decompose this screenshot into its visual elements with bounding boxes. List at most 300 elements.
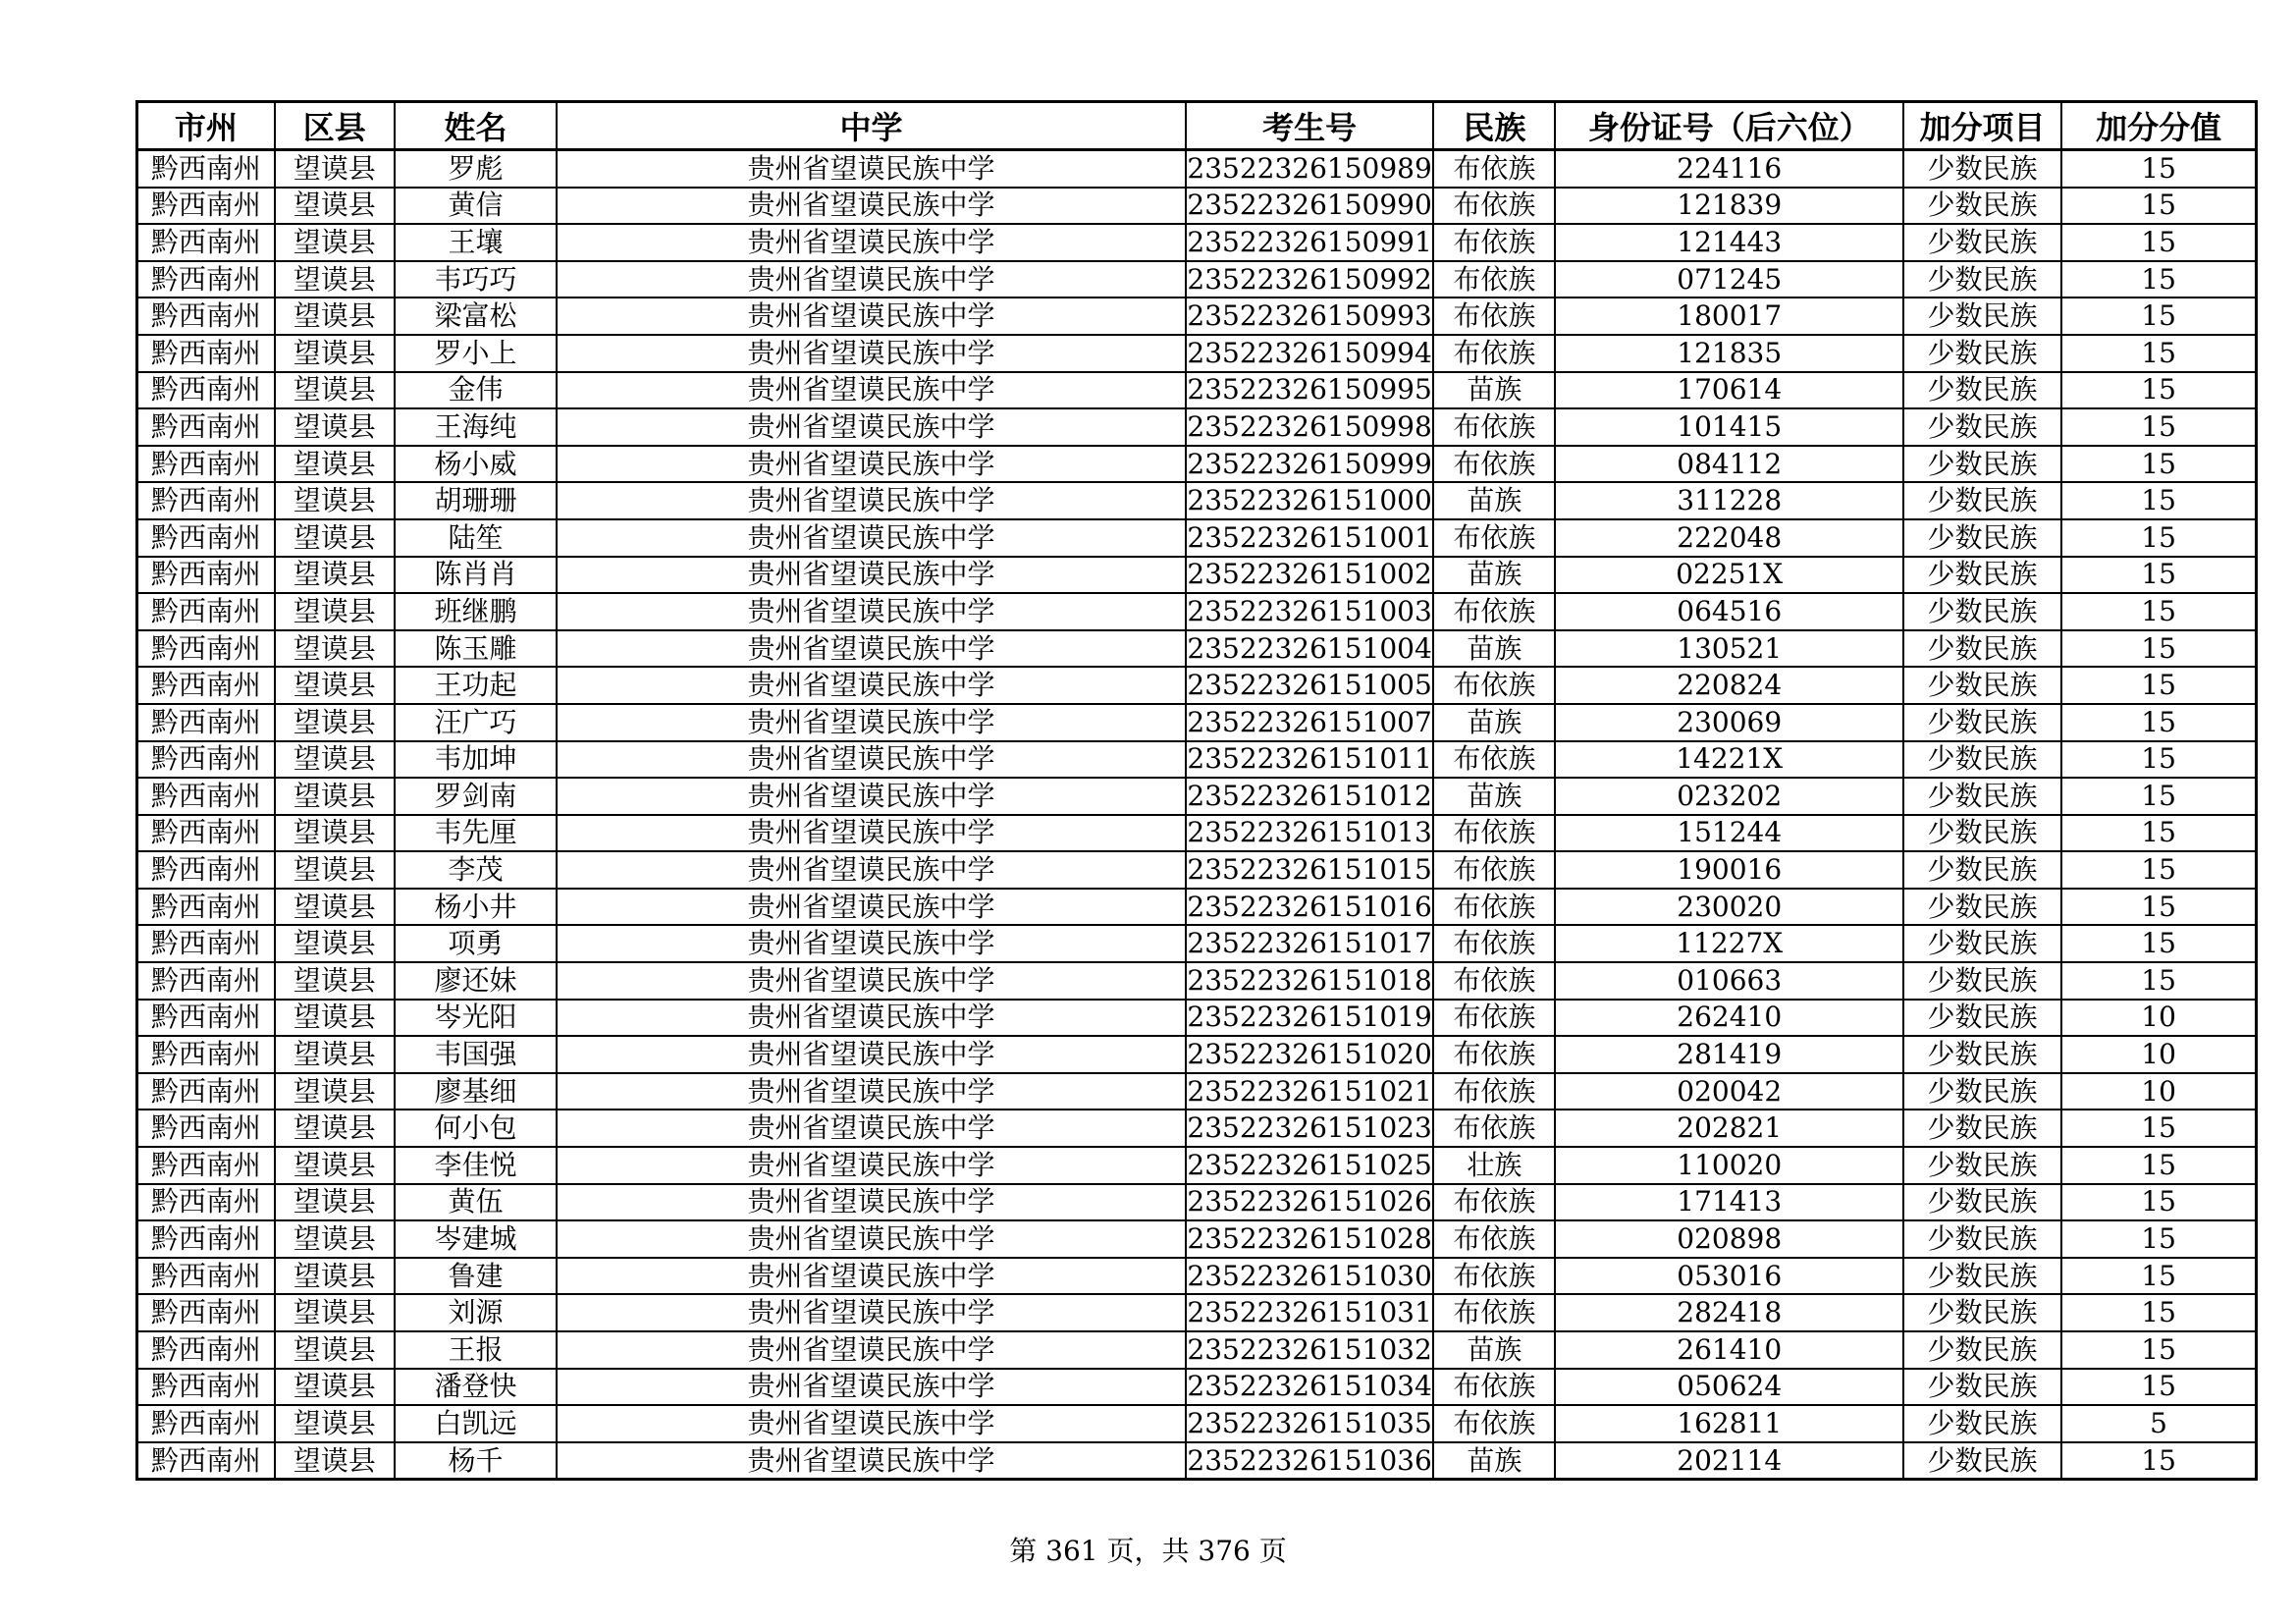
cell-exam-number: 23522326150989 [1186,150,1433,188]
cell-id-last-six: 101415 [1555,408,1902,446]
cell-county: 望谟县 [275,851,395,889]
table-row [137,1110,2257,1147]
cell-name: 白凯远 [395,1405,557,1442]
cell-county: 望谟县 [275,593,395,630]
cell-id-last-six: 261410 [1555,1331,1902,1369]
cell-bonus-item: 少数民族 [1903,188,2061,225]
cell-id-last-six: 220824 [1555,667,1902,704]
cell-exam-number: 23522326151003 [1186,593,1433,630]
cell-exam-number: 23522326150991 [1186,224,1433,261]
cell-bonus-value: 15 [2061,261,2256,298]
cell-id-last-six: 110020 [1555,1147,1902,1184]
cell-bonus-value: 10 [2061,1036,2256,1073]
table-row [137,298,2257,335]
cell-bonus-item: 少数民族 [1903,778,2061,815]
cell-city: 黔西南州 [137,815,275,852]
cell-exam-number: 23522326151013 [1186,815,1433,852]
cell-ethnicity: 布依族 [1433,667,1555,704]
cell-bonus-value: 15 [2061,557,2256,594]
cell-city: 黔西南州 [137,1147,275,1184]
cell-county: 望谟县 [275,1036,395,1073]
cell-county: 望谟县 [275,1147,395,1184]
cell-school: 贵州省望谟民族中学 [557,1294,1186,1331]
cell-id-last-six: 050624 [1555,1369,1902,1406]
cell-school: 贵州省望谟民族中学 [557,1000,1186,1037]
cell-school: 贵州省望谟民族中学 [557,1442,1186,1480]
cell-id-last-six: 282418 [1555,1294,1902,1331]
cell-school: 贵州省望谟民族中学 [557,261,1186,298]
cell-id-last-six: 020898 [1555,1220,1902,1258]
cell-school: 贵州省望谟民族中学 [557,851,1186,889]
cell-county: 望谟县 [275,372,395,409]
cell-id-last-six: 121443 [1555,224,1902,261]
cell-school: 贵州省望谟民族中学 [557,1258,1186,1295]
table-row [137,925,2257,962]
cell-name: 金伟 [395,372,557,409]
cell-city: 黔西南州 [137,1184,275,1221]
table-row [137,261,2257,298]
cell-school: 贵州省望谟民族中学 [557,704,1186,741]
table-row [137,482,2257,519]
cell-bonus-value: 10 [2061,1000,2256,1037]
cell-school: 贵州省望谟民族中学 [557,557,1186,594]
table-row [137,1369,2257,1406]
cell-name: 岑光阳 [395,1000,557,1037]
cell-city: 黔西南州 [137,1294,275,1331]
cell-name: 杨小井 [395,889,557,926]
cell-ethnicity: 布依族 [1433,851,1555,889]
cell-city: 黔西南州 [137,1442,275,1480]
cell-county: 望谟县 [275,778,395,815]
cell-name: 陈玉雕 [395,630,557,668]
cell-name: 罗小上 [395,335,557,372]
cell-school: 贵州省望谟民族中学 [557,446,1186,483]
cell-id-last-six: 222048 [1555,519,1902,557]
cell-county: 望谟县 [275,1369,395,1406]
cell-city: 黔西南州 [137,372,275,409]
cell-name: 韦国强 [395,1036,557,1073]
cell-exam-number: 23522326150994 [1186,335,1433,372]
cell-bonus-item: 少数民族 [1903,889,2061,926]
cell-exam-number: 23522326151012 [1186,778,1433,815]
table-row [137,335,2257,372]
cell-ethnicity: 布依族 [1433,1000,1555,1037]
cell-bonus-value: 15 [2061,150,2256,188]
cell-bonus-item: 少数民族 [1903,519,2061,557]
cell-bonus-value: 15 [2061,889,2256,926]
cell-bonus-value: 5 [2061,1405,2256,1442]
cell-bonus-value: 15 [2061,224,2256,261]
cell-bonus-value: 15 [2061,1258,2256,1295]
cell-county: 望谟县 [275,1073,395,1110]
header-school: 中学 [557,102,1186,150]
cell-county: 望谟县 [275,741,395,779]
cell-city: 黔西南州 [137,224,275,261]
table-row [137,446,2257,483]
cell-name: 鲁建 [395,1258,557,1295]
cell-county: 望谟县 [275,1442,395,1480]
cell-exam-number: 23522326150995 [1186,372,1433,409]
table-row [137,1000,2257,1037]
header-bonus-item: 加分项目 [1903,102,2061,150]
cell-bonus-item: 少数民族 [1903,335,2061,372]
cell-bonus-item: 少数民族 [1903,815,2061,852]
cell-city: 黔西南州 [137,851,275,889]
cell-bonus-value: 15 [2061,778,2256,815]
cell-exam-number: 23522326151026 [1186,1184,1433,1221]
cell-exam-number: 23522326151004 [1186,630,1433,668]
cell-ethnicity: 布依族 [1433,925,1555,962]
cell-county: 望谟县 [275,224,395,261]
cell-county: 望谟县 [275,1405,395,1442]
table-row [137,1258,2257,1295]
cell-bonus-item: 少数民族 [1903,925,2061,962]
cell-id-last-six: 311228 [1555,482,1902,519]
table-row [137,778,2257,815]
cell-bonus-item: 少数民族 [1903,851,2061,889]
cell-county: 望谟县 [275,1331,395,1369]
cell-bonus-value: 15 [2061,1147,2256,1184]
cell-bonus-value: 15 [2061,1110,2256,1147]
cell-id-last-six: 262410 [1555,1000,1902,1037]
cell-id-last-six: 281419 [1555,1036,1902,1073]
cell-ethnicity: 布依族 [1433,889,1555,926]
cell-ethnicity: 布依族 [1433,1369,1555,1406]
cell-city: 黔西南州 [137,408,275,446]
cell-exam-number: 23522326151007 [1186,704,1433,741]
cell-school: 贵州省望谟民族中学 [557,1110,1186,1147]
cell-county: 望谟县 [275,889,395,926]
cell-city: 黔西南州 [137,519,275,557]
cell-school: 贵州省望谟民族中学 [557,962,1186,1000]
cell-bonus-item: 少数民族 [1903,593,2061,630]
cell-name: 韦巧巧 [395,261,557,298]
cell-exam-number: 23522326150998 [1186,408,1433,446]
table-header [137,102,2257,150]
cell-ethnicity: 布依族 [1433,261,1555,298]
cell-exam-number: 23522326151023 [1186,1110,1433,1147]
cell-ethnicity: 布依族 [1433,1184,1555,1221]
cell-bonus-value: 15 [2061,519,2256,557]
cell-id-last-six: 053016 [1555,1258,1902,1295]
header-ethnicity: 民族 [1433,102,1555,150]
cell-ethnicity: 布依族 [1433,224,1555,261]
cell-city: 黔西南州 [137,889,275,926]
cell-exam-number: 23522326151036 [1186,1442,1433,1480]
cell-name: 韦加坤 [395,741,557,779]
table-row [137,224,2257,261]
cell-county: 望谟县 [275,557,395,594]
cell-bonus-value: 15 [2061,1294,2256,1331]
cell-bonus-value: 15 [2061,335,2256,372]
cell-exam-number: 23522326151031 [1186,1294,1433,1331]
header-row [137,102,2257,150]
cell-name: 杨小威 [395,446,557,483]
cell-id-last-six: 121835 [1555,335,1902,372]
cell-name: 汪广巧 [395,704,557,741]
header-id-last-six: 身份证号（后六位） [1555,102,1902,150]
cell-bonus-item: 少数民族 [1903,1405,2061,1442]
cell-id-last-six: 084112 [1555,446,1902,483]
cell-ethnicity: 苗族 [1433,1331,1555,1369]
table-row [137,1442,2257,1480]
cell-school: 贵州省望谟民族中学 [557,630,1186,668]
cell-city: 黔西南州 [137,188,275,225]
cell-bonus-value: 15 [2061,962,2256,1000]
cell-city: 黔西南州 [137,482,275,519]
cell-bonus-value: 15 [2061,1184,2256,1221]
cell-county: 望谟县 [275,1294,395,1331]
cell-county: 望谟县 [275,1184,395,1221]
cell-name: 罗剑南 [395,778,557,815]
cell-bonus-value: 15 [2061,408,2256,446]
cell-school: 贵州省望谟民族中学 [557,778,1186,815]
cell-ethnicity: 布依族 [1433,408,1555,446]
cell-county: 望谟县 [275,482,395,519]
cell-exam-number: 23522326151018 [1186,962,1433,1000]
cell-bonus-item: 少数民族 [1903,1331,2061,1369]
cell-name: 黄伍 [395,1184,557,1221]
cell-county: 望谟县 [275,298,395,335]
cell-city: 黔西南州 [137,261,275,298]
cell-school: 贵州省望谟民族中学 [557,667,1186,704]
cell-id-last-six: 171413 [1555,1184,1902,1221]
cell-city: 黔西南州 [137,557,275,594]
cell-ethnicity: 苗族 [1433,482,1555,519]
cell-id-last-six: 020042 [1555,1073,1902,1110]
header-name: 姓名 [395,102,557,150]
cell-school: 贵州省望谟民族中学 [557,925,1186,962]
cell-city: 黔西南州 [137,593,275,630]
cell-bonus-value: 15 [2061,630,2256,668]
cell-county: 望谟县 [275,261,395,298]
cell-id-last-six: 121839 [1555,188,1902,225]
cell-county: 望谟县 [275,1220,395,1258]
cell-school: 贵州省望谟民族中学 [557,188,1186,225]
table-row [137,1147,2257,1184]
cell-county: 望谟县 [275,630,395,668]
cell-ethnicity: 布依族 [1433,150,1555,188]
cell-city: 黔西南州 [137,1036,275,1073]
cell-bonus-item: 少数民族 [1903,557,2061,594]
cell-bonus-item: 少数民族 [1903,704,2061,741]
bonus-points-table [135,100,2258,1481]
cell-id-last-six: 010663 [1555,962,1902,1000]
cell-ethnicity: 布依族 [1433,1405,1555,1442]
table-row [137,372,2257,409]
cell-bonus-value: 15 [2061,1369,2256,1406]
cell-city: 黔西南州 [137,1258,275,1295]
cell-bonus-item: 少数民族 [1903,446,2061,483]
cell-bonus-item: 少数民族 [1903,1184,2061,1221]
cell-bonus-value: 15 [2061,925,2256,962]
table-row [137,408,2257,446]
cell-ethnicity: 苗族 [1433,372,1555,409]
cell-city: 黔西南州 [137,335,275,372]
cell-city: 黔西南州 [137,778,275,815]
table-row [137,704,2257,741]
cell-name: 廖基细 [395,1073,557,1110]
cell-bonus-item: 少数民族 [1903,372,2061,409]
cell-county: 望谟县 [275,446,395,483]
table-row [137,1294,2257,1331]
table-row [137,1331,2257,1369]
cell-bonus-item: 少数民族 [1903,1220,2061,1258]
cell-ethnicity: 布依族 [1433,1073,1555,1110]
cell-exam-number: 23522326151000 [1186,482,1433,519]
cell-exam-number: 23522326151011 [1186,741,1433,779]
table-row [137,741,2257,779]
cell-bonus-value: 15 [2061,1220,2256,1258]
cell-school: 贵州省望谟民族中学 [557,298,1186,335]
cell-exam-number: 23522326151016 [1186,889,1433,926]
cell-name: 杨千 [395,1442,557,1480]
cell-bonus-item: 少数民族 [1903,224,2061,261]
cell-id-last-six: 230020 [1555,889,1902,926]
table-row [137,557,2257,594]
cell-name: 项勇 [395,925,557,962]
cell-bonus-value: 15 [2061,704,2256,741]
cell-school: 贵州省望谟民族中学 [557,408,1186,446]
header-city: 市州 [137,102,275,150]
cell-exam-number: 23522326151025 [1186,1147,1433,1184]
cell-city: 黔西南州 [137,1000,275,1037]
cell-ethnicity: 布依族 [1433,593,1555,630]
cell-exam-number: 23522326151034 [1186,1369,1433,1406]
cell-name: 班继鹏 [395,593,557,630]
cell-bonus-item: 少数民族 [1903,667,2061,704]
cell-city: 黔西南州 [137,962,275,1000]
cell-county: 望谟县 [275,704,395,741]
cell-ethnicity: 布依族 [1433,1110,1555,1147]
cell-bonus-item: 少数民族 [1903,630,2061,668]
cell-bonus-value: 15 [2061,1331,2256,1369]
cell-bonus-item: 少数民族 [1903,261,2061,298]
cell-id-last-six: 130521 [1555,630,1902,668]
cell-school: 贵州省望谟民族中学 [557,741,1186,779]
table-row [137,889,2257,926]
cell-name: 王报 [395,1331,557,1369]
cell-bonus-item: 少数民族 [1903,298,2061,335]
table-row [137,962,2257,1000]
cell-school: 贵州省望谟民族中学 [557,224,1186,261]
cell-city: 黔西南州 [137,298,275,335]
cell-county: 望谟县 [275,962,395,1000]
cell-id-last-six: 064516 [1555,593,1902,630]
cell-exam-number: 23522326151035 [1186,1405,1433,1442]
cell-ethnicity: 布依族 [1433,962,1555,1000]
cell-city: 黔西南州 [137,704,275,741]
cell-id-last-six: 071245 [1555,261,1902,298]
cell-school: 贵州省望谟民族中学 [557,1036,1186,1073]
cell-exam-number: 23522326151019 [1186,1000,1433,1037]
table-row [137,150,2257,188]
cell-id-last-six: 023202 [1555,778,1902,815]
cell-bonus-item: 少数民族 [1903,1147,2061,1184]
cell-ethnicity: 苗族 [1433,778,1555,815]
cell-school: 贵州省望谟民族中学 [557,1184,1186,1221]
cell-city: 黔西南州 [137,1369,275,1406]
cell-exam-number: 23522326150992 [1186,261,1433,298]
cell-id-last-six: 190016 [1555,851,1902,889]
cell-exam-number: 23522326151017 [1186,925,1433,962]
cell-bonus-value: 15 [2061,482,2256,519]
cell-bonus-item: 少数民族 [1903,1442,2061,1480]
cell-exam-number: 23522326150990 [1186,188,1433,225]
cell-county: 望谟县 [275,408,395,446]
cell-county: 望谟县 [275,519,395,557]
cell-county: 望谟县 [275,1258,395,1295]
cell-school: 贵州省望谟民族中学 [557,1405,1186,1442]
cell-ethnicity: 苗族 [1433,630,1555,668]
header-county: 区县 [275,102,395,150]
cell-county: 望谟县 [275,1000,395,1037]
table-row [137,630,2257,668]
cell-city: 黔西南州 [137,150,275,188]
cell-ethnicity: 布依族 [1433,741,1555,779]
cell-city: 黔西南州 [137,1331,275,1369]
cell-ethnicity: 布依族 [1433,519,1555,557]
cell-bonus-value: 15 [2061,188,2256,225]
cell-exam-number: 23522326151005 [1186,667,1433,704]
cell-bonus-item: 少数民族 [1903,741,2061,779]
cell-name: 胡珊珊 [395,482,557,519]
cell-school: 贵州省望谟民族中学 [557,372,1186,409]
cell-name: 陈肖肖 [395,557,557,594]
cell-bonus-item: 少数民族 [1903,1258,2061,1295]
table-row [137,1220,2257,1258]
cell-name: 潘登快 [395,1369,557,1406]
table-row [137,1184,2257,1221]
cell-county: 望谟县 [275,667,395,704]
cell-city: 黔西南州 [137,1073,275,1110]
cell-city: 黔西南州 [137,1405,275,1442]
cell-name: 罗彪 [395,150,557,188]
cell-bonus-value: 10 [2061,1073,2256,1110]
cell-bonus-item: 少数民族 [1903,962,2061,1000]
cell-bonus-value: 15 [2061,593,2256,630]
cell-name: 梁富松 [395,298,557,335]
cell-name: 何小包 [395,1110,557,1147]
cell-bonus-value: 15 [2061,1442,2256,1480]
cell-county: 望谟县 [275,188,395,225]
cell-bonus-value: 15 [2061,851,2256,889]
cell-name: 陆笙 [395,519,557,557]
page-footer: 第 361 页，共 376 页 [1009,1535,1287,1567]
cell-ethnicity: 苗族 [1433,557,1555,594]
cell-bonus-item: 少数民族 [1903,1369,2061,1406]
cell-name: 刘源 [395,1294,557,1331]
cell-id-last-six: 180017 [1555,298,1902,335]
cell-ethnicity: 布依族 [1433,1220,1555,1258]
cell-school: 贵州省望谟民族中学 [557,1073,1186,1110]
cell-bonus-value: 15 [2061,446,2256,483]
cell-name: 黄信 [395,188,557,225]
cell-ethnicity: 布依族 [1433,1036,1555,1073]
cell-city: 黔西南州 [137,667,275,704]
cell-county: 望谟县 [275,335,395,372]
table-row [137,519,2257,557]
cell-school: 贵州省望谟民族中学 [557,1369,1186,1406]
cell-id-last-six: 202114 [1555,1442,1902,1480]
cell-bonus-item: 少数民族 [1903,1073,2061,1110]
cell-school: 贵州省望谟民族中学 [557,1220,1186,1258]
cell-bonus-value: 15 [2061,298,2256,335]
cell-exam-number: 23522326151032 [1186,1331,1433,1369]
cell-id-last-six: 162811 [1555,1405,1902,1442]
cell-exam-number: 23522326150993 [1186,298,1433,335]
cell-id-last-six: 230069 [1555,704,1902,741]
